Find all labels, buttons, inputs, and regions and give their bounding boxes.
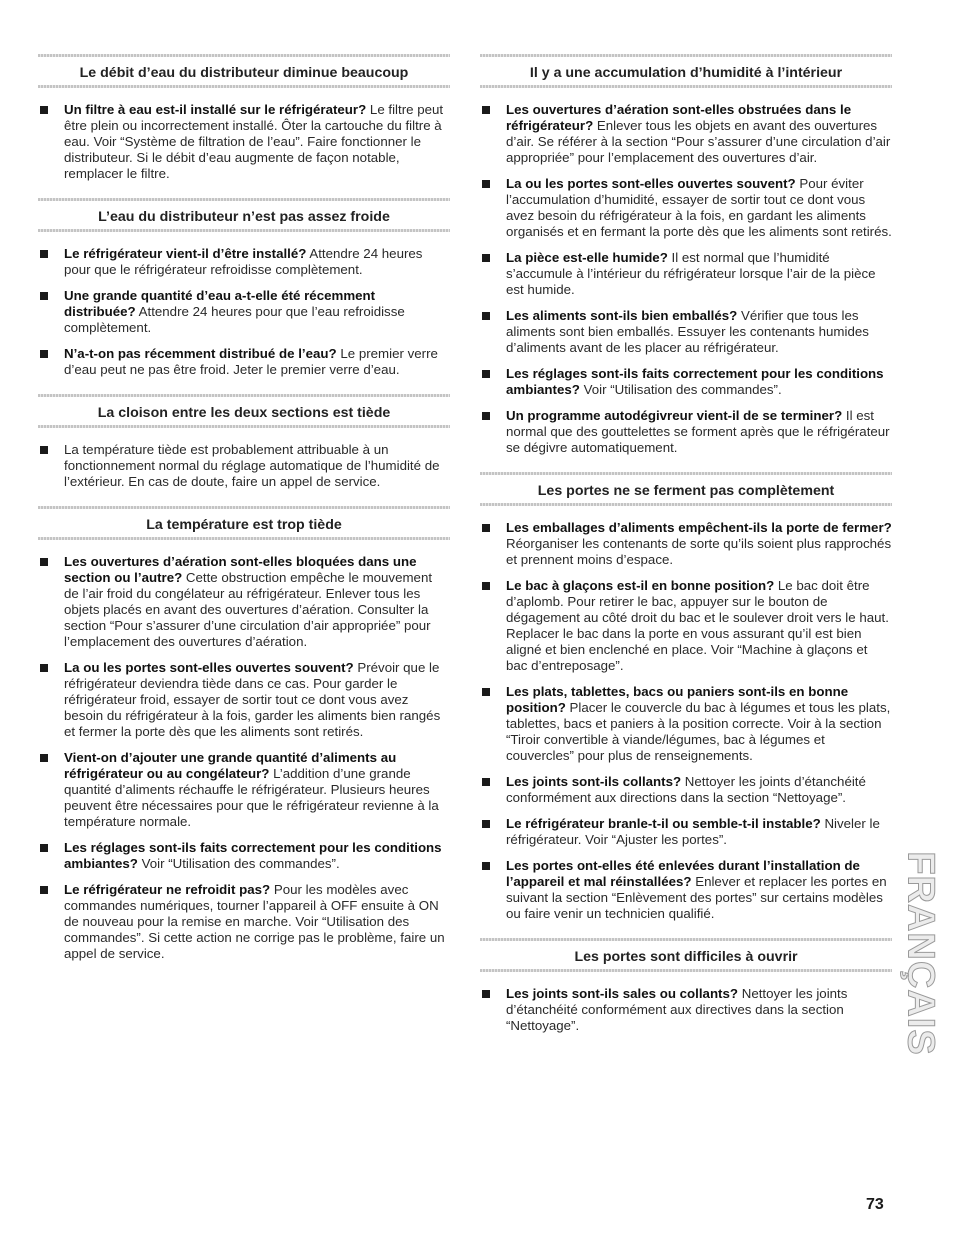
- section-header: [38, 54, 450, 88]
- item-answer: Voir “Utilisation des commandes”.: [579, 382, 782, 397]
- item-answer: Vérifier que tous les aliments sont bien emballés. Essuyer les contenants humides d’aliments avant de les placer au réfrigérateur.: [506, 308, 869, 355]
- list-item: [480, 858, 892, 922]
- list-item: [480, 774, 892, 806]
- item-answer: Il est normal que des gouttelettes se forment après que le réfrigérateur se dégivre automatiquement.: [506, 408, 890, 455]
- item-question: La ou les portes sont-elles ouvertes souvent?: [506, 176, 796, 191]
- section-title: L’eau du distributeur n’est pas assez froide: [98, 209, 390, 225]
- list-item: [480, 308, 892, 356]
- item-question: Vient-on d’ajouter une grande quantité d’aliments au réfrigérateur ou au congélateur?: [64, 750, 397, 781]
- troubleshooting-section: [38, 394, 450, 490]
- list-item: [480, 816, 892, 848]
- list-item: [38, 246, 450, 278]
- list-item: [480, 102, 892, 166]
- item-answer: Nettoyer les joints d’étanchéité conformément aux directives dans la section “Nettoyage”.: [506, 986, 848, 1033]
- item-answer: L’addition d’une grande quantité d’aliments réchauffe le réfrigérateur. Plusieurs heures peuvent être nécessaires pour que le réfrigérateur revienne à la température normale.: [64, 766, 439, 829]
- item-list: [480, 986, 892, 1034]
- list-item: [38, 102, 450, 182]
- section-title: La cloison entre les deux sections est tiède: [97, 405, 391, 421]
- list-item: [38, 840, 450, 872]
- item-list: [38, 246, 450, 378]
- language-tab-label: FRANÇAIS: [899, 850, 942, 1056]
- item-answer: Cette obstruction empêche le mouvement de l’air froid du congélateur au réfrigérateur. Enlever tous les objets placés en avant des ouvertures d’aération. Consulter la section “Pour s’assurer d’une circulation d’air appropriée” pour l’emplacement des ouvertures d’aération.: [64, 570, 433, 649]
- troubleshooting-section: [480, 472, 892, 922]
- troubleshooting-section: [38, 54, 450, 182]
- item-list: [38, 554, 450, 962]
- list-item: [480, 684, 892, 764]
- list-item: [38, 346, 450, 378]
- troubleshooting-section: [38, 506, 450, 962]
- item-answer: Réorganiser les contenants de sorte qu’ils soient plus rapprochés et prennent moins d’espace.: [506, 536, 892, 567]
- item-question: Les joints sont-ils collants?: [506, 774, 682, 789]
- troubleshooting-section: [38, 198, 450, 378]
- section-header: [480, 938, 892, 972]
- item-answer: Attendre 24 heures pour que l’eau refroidisse complètement.: [64, 304, 405, 335]
- item-list: [38, 442, 450, 490]
- list-item: [480, 176, 892, 240]
- section-title: Les portes sont difficiles à ouvrir: [574, 949, 798, 965]
- item-answer: Le premier verre d’eau peut ne pas être froid. Jeter le premier verre d’eau.: [64, 346, 438, 377]
- page-number: 73: [866, 1196, 884, 1213]
- list-item: [480, 408, 892, 456]
- item-question: Le réfrigérateur ne refroidit pas?: [64, 882, 271, 897]
- item-question: Une grande quantité d’eau a-t-elle été récemment distribuée?: [64, 288, 376, 319]
- item-question: Le bac à glaçons est-il en bonne position?: [506, 578, 775, 593]
- item-answer: Pour éviter l’accumulation d’humidité, essayer de sortir tout ce dont vous avez besoin du réfrigérateur à la fois, en gardant les aliments organisés et en fermant la porte dès que les aliments sont retirés.: [506, 176, 892, 239]
- right-column: [480, 54, 892, 1050]
- item-question: Les ouvertures d’aération sont-elles obstruées dans le réfrigérateur?: [506, 102, 852, 133]
- section-header: [38, 506, 450, 540]
- list-item: [480, 366, 892, 398]
- section-title: Il y a une accumulation d’humidité à l’intérieur: [529, 65, 843, 81]
- item-answer: Attendre 24 heures pour que le réfrigérateur refroidisse complètement.: [64, 246, 423, 277]
- item-question: Les ouvertures d’aération sont-elles bloquées dans une section ou l’autre?: [64, 554, 417, 585]
- item-answer: Le bac doit être d’aplomb. Pour retirer le bac, appuyer sur le bouton de dégagement au côté droit du bac et le soulever droit vers le haut. Replacer le bac dans la porte en vous assurant qu’il est bien aligné et bien enclenché en place. Voir “Machine à glaçons et bac d’entreposage”.: [506, 578, 889, 673]
- list-item: [38, 750, 450, 830]
- item-question: La pièce est-elle humide?: [506, 250, 668, 265]
- item-question: La ou les portes sont-elles ouvertes souvent?: [64, 660, 354, 675]
- list-item: [38, 882, 450, 962]
- item-question: Les emballages d’aliments empêchent-ils la porte de fermer?: [506, 520, 892, 535]
- item-list: [38, 102, 450, 182]
- item-list: [480, 102, 892, 456]
- item-question: Les joints sont-ils sales ou collants?: [506, 986, 739, 1001]
- item-question: Les aliments sont-ils bien emballés?: [506, 308, 738, 323]
- list-item: [480, 986, 892, 1034]
- item-answer: La température tiède est probablement attribuable à un fonctionnement normal du réglage automatique de l’humidité de l’extérieur. En cas de doute, faire un appel de service.: [64, 442, 440, 489]
- item-answer: Pour les modèles avec commandes numériques, tourner l’appareil à OFF ensuite à ON de nouveau pour la remise en marche. Voir “Utilisation des commandes”. Si cette action ne corrige pas le problème, faire un appel de service.: [64, 882, 445, 961]
- item-question: Les portes ont-elles été enlevées durant l’installation de l’appareil et mal réinstallées?: [506, 858, 860, 889]
- item-answer: Placer le couvercle du bac à légumes et tous les plats, tablettes, bacs et paniers à la position correcte. Voir à la section “Tiroir convertible à viande/légumes, bac à légumes et couvercles” pour plus de renseignements.: [506, 700, 891, 763]
- item-question: Les réglages sont-ils faits correctement pour les conditions ambiantes?: [64, 840, 442, 871]
- list-item: [38, 442, 450, 490]
- language-tab: [900, 848, 940, 1058]
- section-title: La température est trop tiède: [146, 517, 342, 533]
- item-answer: Niveler le réfrigérateur. Voir “Ajuster les portes”.: [506, 816, 880, 847]
- item-question: N’a-t-on pas récemment distribué de l’eau?: [64, 346, 337, 361]
- list-item: [480, 578, 892, 674]
- item-question: Le réfrigérateur branle-t-il ou semble-t-il instable?: [506, 816, 821, 831]
- item-answer: Prévoir que le réfrigérateur deviendra tiède dans ce cas. Pour garder le réfrigérateur froid, essayer de sortir tout ce dont vous avez besoin du réfrigérateur à la fois, garder les aliments bien rangés et fermer la porte dès que les aliments sont retirés.: [64, 660, 441, 739]
- item-question: Un filtre à eau est-il installé sur le réfrigérateur?: [64, 102, 367, 117]
- section-header: [480, 472, 892, 506]
- item-answer: Enlever et replacer les portes en suivant la section “Enlèvement des portes” sur certains modèles ou faire venir un technicien qualifié.: [506, 874, 887, 921]
- item-question: Les plats, tablettes, bacs ou paniers sont-ils en bonne position?: [506, 684, 849, 715]
- section-header: [38, 394, 450, 428]
- list-item: [480, 250, 892, 298]
- item-answer: Nettoyer les joints d’étanchéité conformément aux directions dans la section “Nettoyage”.: [506, 774, 866, 805]
- item-answer: Enlever tous les objets en avant des ouvertures d’air. Se référer à la section “Pour s’assurer d’une circulation d’air appropriée” pour l’emplacement des ouvertures d’air.: [506, 118, 891, 165]
- section-title: Le débit d’eau du distributeur diminue beaucoup: [79, 65, 409, 81]
- item-list: [480, 520, 892, 922]
- troubleshooting-section: [480, 54, 892, 456]
- item-answer: Il est normal que l’humidité s’accumule à l’intérieur du réfrigérateur lorsque l’air de la pièce est humide.: [506, 250, 876, 297]
- item-answer: Voir “Utilisation des commandes”.: [137, 856, 340, 871]
- item-answer: Le filtre peut être plein ou incorrectement installé. Ôter la cartouche du filtre à eau. Voir “Système de filtration de l’eau”. Faire fonctionner le distributeur. Si le débit d’eau augmente de façon notable, remplacer le filtre.: [64, 102, 444, 181]
- troubleshooting-section: [480, 938, 892, 1034]
- list-item: [38, 288, 450, 336]
- section-header: [480, 54, 892, 88]
- item-question: Les réglages sont-ils faits correctement pour les conditions ambiantes?: [506, 366, 884, 397]
- list-item: [38, 554, 450, 650]
- list-item: [38, 660, 450, 740]
- item-question: Un programme autodégivreur vient-il de se terminer?: [506, 408, 843, 423]
- section-header: [38, 198, 450, 232]
- list-item: [480, 520, 892, 568]
- left-column: [38, 54, 450, 978]
- section-title: Les portes ne se ferment pas complètement: [537, 483, 835, 499]
- item-question: Le réfrigérateur vient-il d’être installé?: [64, 246, 307, 261]
